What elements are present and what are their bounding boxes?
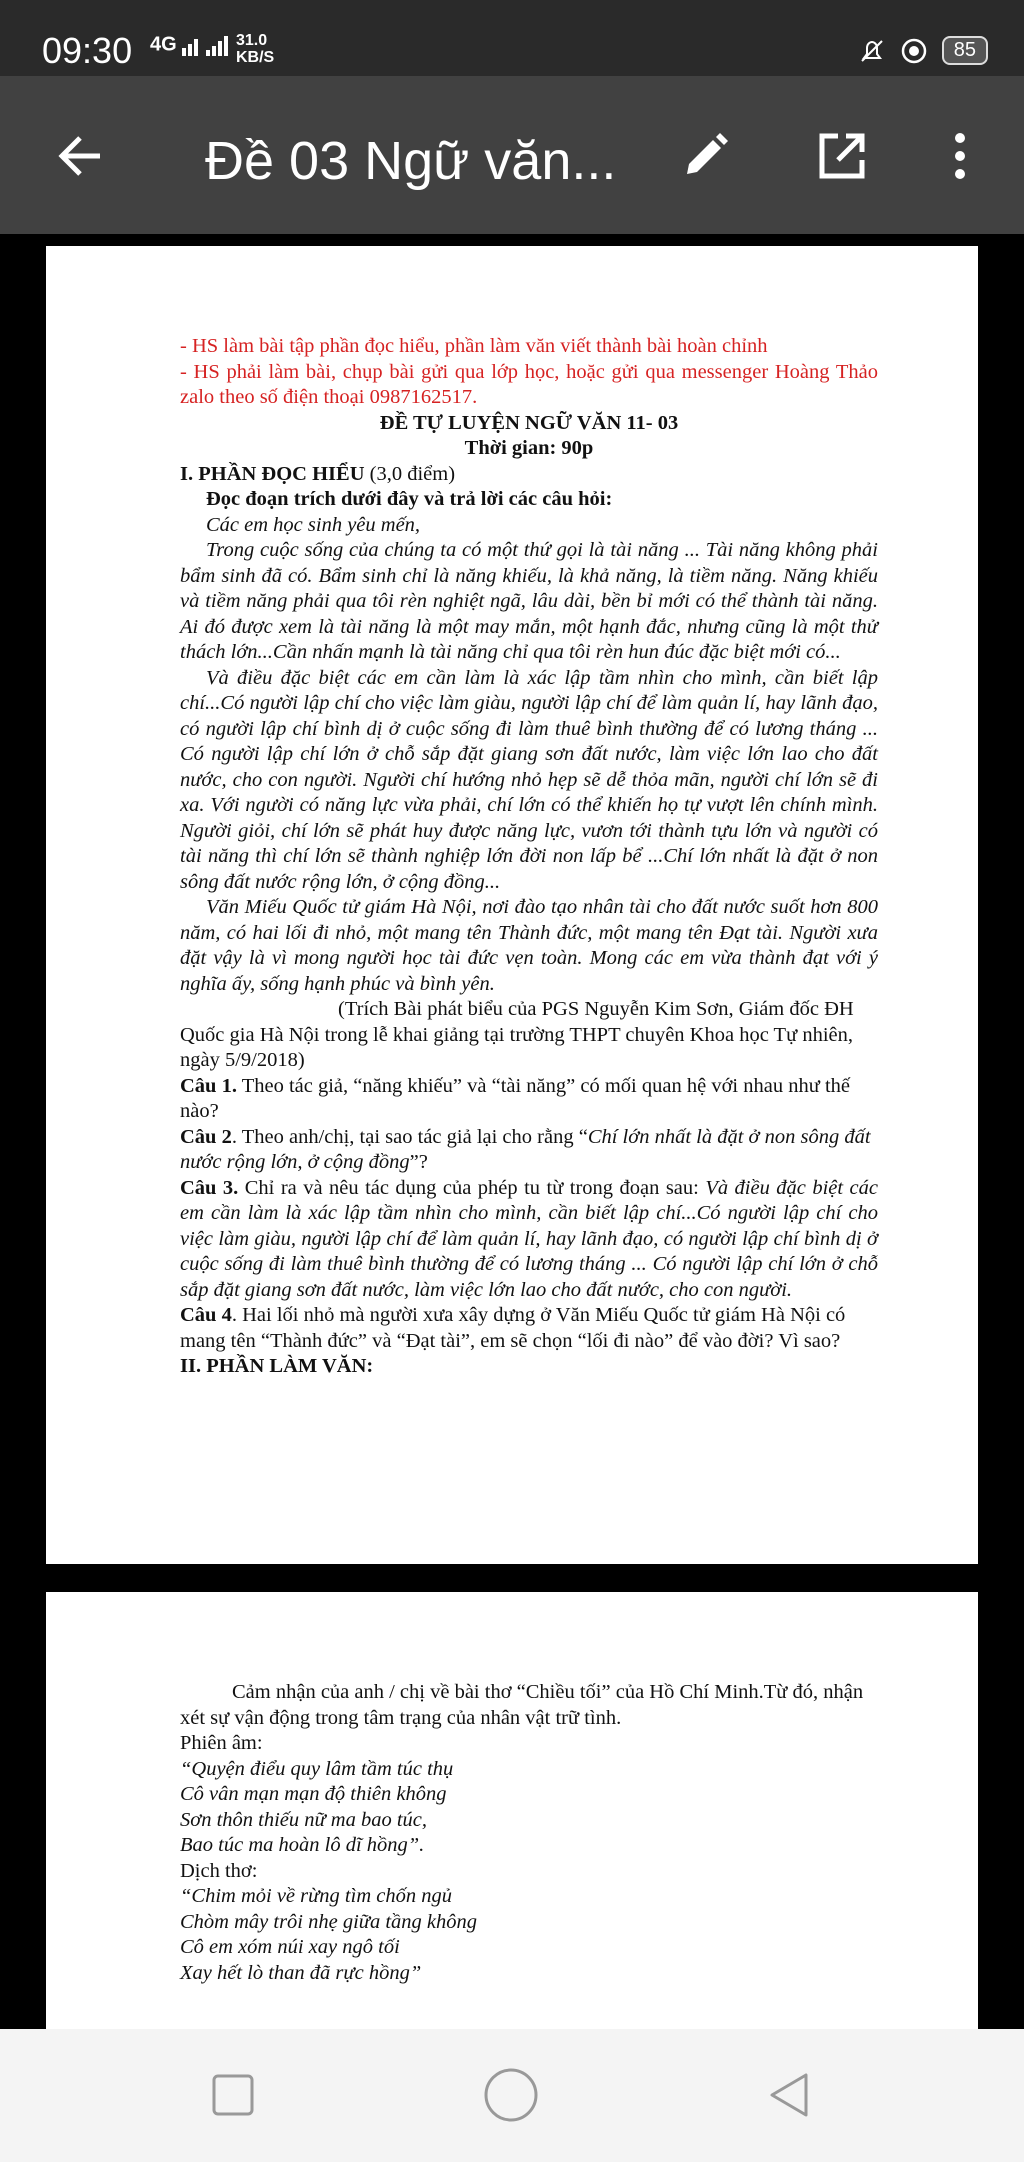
question-4 [180,1303,878,1354]
speed-value: 31.0 [236,32,268,49]
poem-line: Cô vân mạn mạn độ thiên không [180,1783,447,1805]
question-2-quote: Chí lớn nhất là đặt ở non sông đất nước rộng lớn, ở cộng đồng [180,1125,871,1173]
bell-off-icon [858,37,886,65]
poem-line: Bao túc ma hoàn lô dĩ hồng”. [180,1834,425,1856]
network-type: 4G [150,33,177,56]
essay-prompt: Cảm nhận của anh / chị về bài thơ “Chiều tối” của Hồ Chí Minh.Từ đó, nhận xét sự vận động trong tâm trạng của nhân vật trữ tình. [180,1681,864,1729]
question-1-text: Theo tác giả, “năng khiếu” và “tài năng” có mối quan hệ với nhau như thế nào? [180,1074,850,1122]
note-1: - HS làm bài tập phần đọc hiểu, phần làm văn viết thành bài hoàn chỉnh [180,335,768,357]
translation-line: Cô em xóm núi xay ngô tối [180,1936,400,1958]
battery-indicator: 85 [942,36,988,65]
question-3-label: Câu 3. [180,1176,239,1199]
question-2 [180,1125,878,1176]
passage-source: (Trích Bài phát biểu của PGS Nguyễn Kim Sơn, Giám đốc ĐH Quốc gia Hà Nội trong lễ khai giảng tại trường THPT chuyên Khoa học Tự nhiên, ngày 5/9/2018) [180,998,854,1071]
note-2: - HS phải làm bài, chụp bài gửi qua lớp học, hoặc gửi qua messenger Hoàng Thảo zalo theo số điện thoại 0987162517. [180,360,878,408]
passage-paragraph-2: Và điều đặc biệt các em cần làm là xác lập tầm nhìn cho mình, cần biết lập chí...Có người lập chí cho việc làm giàu, người lập chí để làm quản lí, hay lãnh đạo, có người lập chí bình dị ở cuộc sống đi làm thuê bình thường để có lương tháng ... Có người lập chí lớn ở chỗ sắp đặt giang sơn đất nước, làm việc lớn lao cho đất nước, cho con người. Người chí hướng nhỏ hẹp sẽ dễ thỏa mãn, người chí lớn sẽ đi xa. Với người có năng lực vừa phải, chí lớn có thể khiến họ tự vượt lên chính mình. Người giỏi, chí lớn sẽ phát huy được năng lực, vươn tới thành tựu lớn và người có tài năng thì chí lớn sẽ thành nghiệp lớn đời non lấp bể ...Chí lớn nhất là đặt ở non sông đất nước rộng lớn, ở cộng đồng... [180,666,878,893]
question-1-label: Câu 1. [180,1074,237,1097]
exam-heading: ĐỀ TỰ LUYỆN NGỮ VĂN 11- 03 [379,411,679,434]
speed-unit: KB/S [236,49,275,66]
exam-time: Thời gian: 90p [464,437,594,459]
question-2-end: ”? [409,1151,428,1173]
arrow-left-icon [54,130,106,182]
square-icon [211,2073,255,2117]
home-button[interactable] [481,2065,541,2125]
document-viewer[interactable] [0,234,1024,2029]
network-indicator [150,34,228,56]
back-nav-button[interactable] [760,2065,820,2125]
pencil-icon [679,130,731,182]
question-2-text: . Theo anh/chị, tại sao tác giả lại cho rằng “ [231,1125,588,1148]
question-3-text: Chỉ ra và nêu tác dụng của phép tu từ trong đoạn sau: [238,1176,706,1199]
question-3 [180,1176,878,1304]
status-right-icons [858,36,988,65]
more-options-button[interactable] [930,126,990,186]
passage-paragraph-3: Văn Miếu Quốc tử giám Hà Nội, nơi đào tạo nhân tài cho đất nước suốt hơn 800 năm, có hai lối đi nhỏ, một mang tên Thành đức, một mang tên Đạt tài. Người xưa đặt vậy là vì mong người học tài đức vẹn toàn. Mong các em vừa thành đạt với ý nghĩa ấy, sống hạnh phúc và bình yên. [180,896,878,995]
network-speed [236,32,274,66]
status-time: 09:30 [42,30,133,71]
question-4-text: . Hai lối nhỏ mà người xưa xây dựng ở Văn Miếu Quốc tử giám Hà Nội có mang tên “Thành đức” và “Đạt tài”, em sẽ chọn “lối đi nào” để vào đời? Vì sao? [180,1304,846,1352]
question-1 [180,1074,878,1125]
section-1-points: (3,0 điểm) [364,462,456,485]
dich-tho-label: Dịch thơ: [180,1859,258,1882]
open-external-button[interactable] [812,126,872,186]
section-1-heading [180,462,878,488]
circle-icon [483,2067,539,2123]
data-saver-icon [900,37,928,65]
passage-paragraph-1: Trong cuộc sống của chúng ta có một thứ gọi là tài năng ... Tài năng không phải bẩm sinh đã có. Bẩm sinh chỉ là năng khiếu, là khả năng, là tiềm năng. Năng khiếu và tiềm năng phải qua tôi rèn nghiệt ngã, lâu dài, bền bỉ mới có thể thành tài năng. Ai đó được xem là tài năng là một may mắn, một hạnh đắc, nhưng cũng là một thử thách lớn...Cần nhấn mạnh là tài năng chỉ qua tôi rèn hun đúc đặc biệt mới có... [180,539,878,663]
back-button[interactable] [50,126,110,186]
app-bar [0,76,1024,234]
open-in-new-icon [816,130,868,182]
translation-line: Xay hết lò than đã rực hồng” [180,1961,422,1984]
section-2-title: II. PHẦN LÀM VĂN: [180,1355,374,1377]
poem-line: “Quyện điểu quy lâm tầm túc thụ [180,1757,454,1780]
question-3-quote: Và điều đặc biệt các em cần làm là xác lập tầm nhìn cho mình, cần biết lập chí...Có người lập chí cho việc làm giàu, người lập chí để làm quản lí, hay lãnh đạo, có người lập chí bình dị ở cuộc sống đi làm thuê bình thường để có lương tháng ... Có người lập chí lớn ở chỗ sắp đặt giang sơn đất nước, làm việc lớn lao cho đất nước, cho con người. [180,1176,879,1301]
recents-button[interactable] [203,2065,263,2125]
question-4-label: Câu 4 [180,1304,232,1326]
reading-instruction: Đọc đoạn trích dưới đây và trả lời các câu hỏi: [206,488,613,510]
passage-greeting: Các em học sinh yêu mến, [206,513,421,536]
edit-button[interactable] [675,126,735,186]
more-vertical-icon [950,130,970,182]
document-title: Đề 03 Ngữ văn... [205,131,617,191]
system-nav-bar [0,2029,1024,2162]
poem-line: Sơn thôn thiếu nữ ma bao túc, [180,1808,428,1831]
translation-line: “Chim mỏi về rừng tìm chốn ngủ [180,1885,452,1907]
status-bar [0,0,1024,76]
triangle-back-icon [766,2071,814,2119]
document-page-2 [46,1592,978,2029]
translation-line: Chòm mây trôi nhẹ giữa tầng không [180,1910,478,1933]
section-1-title: I. PHẦN ĐỌC HIỂU [180,462,365,485]
phien-am-label: Phiên âm: [180,1732,263,1754]
document-page-1 [46,246,978,1564]
question-2-label: Câu 2 [180,1125,232,1148]
signal-icon [182,34,228,56]
